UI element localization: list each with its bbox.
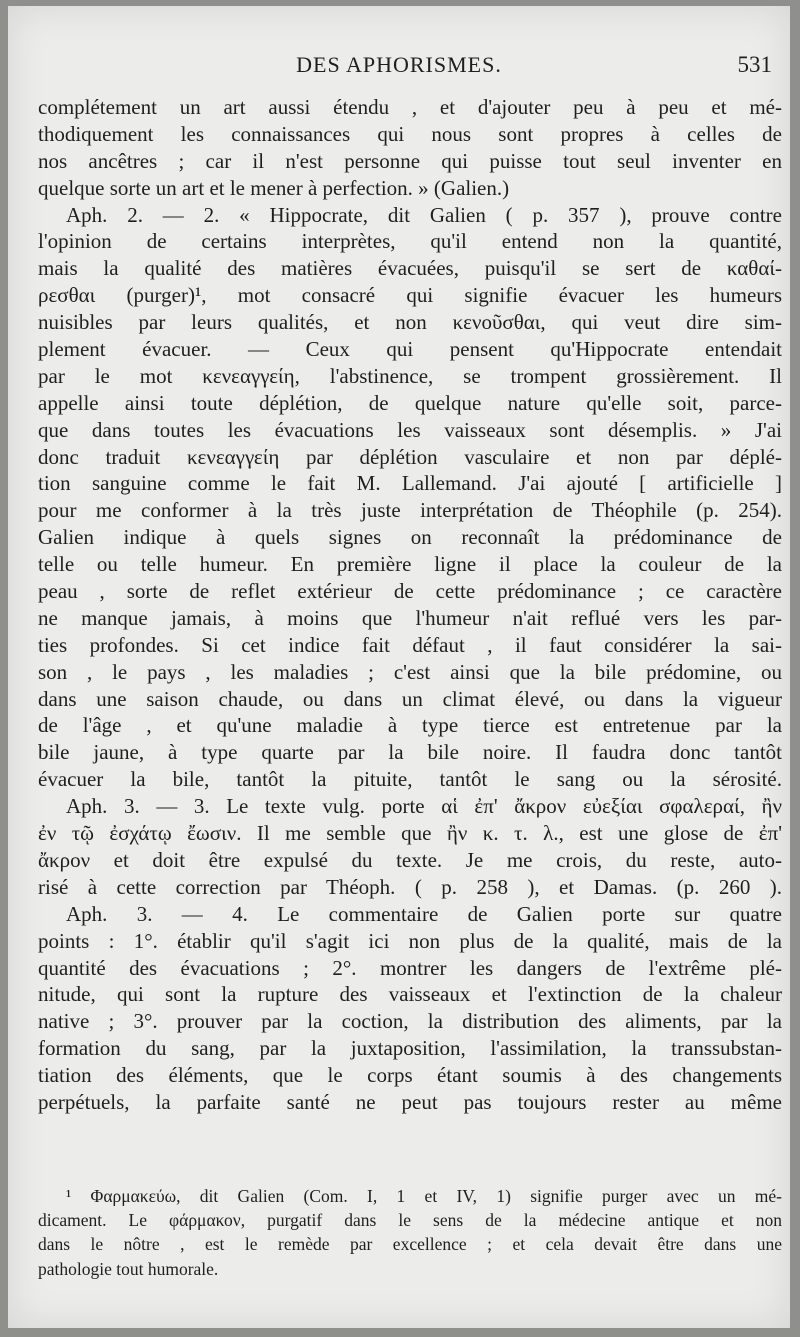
text-line: peau , sorte de reflet extérieur de cette prédominance ; ce caractère [38, 579, 782, 604]
text-line: ἐν τῷ ἐσχάτῳ ἔωσιν. Il me semble que ἢν κ. τ. λ., est une glose de ἐπ' [38, 821, 782, 846]
text-line: son , le pays , les maladies ; c'est ainsi que la bile prédomine, ou [38, 659, 782, 684]
text-line: quantité des évacuations ; 2°. montrer les dangers de l'extrême plé- [38, 955, 782, 980]
footnote-line: pathologie tout humorale. [38, 1258, 219, 1279]
text-line: Aph. 3. — 3. Le texte vulg. porte αἱ ἐπ' ἄκρον εὐεξίαι σφαλεραί, ἢν [66, 794, 782, 819]
text-line: pour me conformer à la très juste interprétation de Théophile (p. 254). [38, 498, 782, 523]
text-line: native ; 3°. prouver par la coction, la distribution des aliments, par la [38, 1009, 782, 1034]
text-line: bile jaune, à type quarte par la bile noire. Il faudra donc tantôt [38, 740, 782, 765]
text-line: appelle ainsi toute déplétion, de quelque nature qu'elle soit, parce- [38, 390, 782, 415]
text-line: par le mot κενεαγγείη, l'abstinence, se trompent grossièrement. Il [38, 363, 782, 388]
footnote-line: dans le nôtre , est le remède par excellence ; et cela devait être dans une [38, 1234, 782, 1255]
text-line: quelque sorte un art et le mener à perfection. » (Galien.) [38, 175, 510, 200]
text-line: Galien indique à quels signes on reconnaît la prédominance de [38, 525, 782, 550]
text-line: mais la qualité des matières évacuées, puisqu'il se sert de καθαί- [38, 256, 782, 281]
footnote-line: dicament. Le φάρμακον, purgatif dans le sens de la médecine antique et non [38, 1210, 782, 1231]
text-line: Aph. 2. — 2. « Hippocrate, dit Galien ( p. 357 ), prouve contre [66, 202, 782, 227]
text-line: nuisibles par leurs qualités, et non κενοῦσθαι, qui veut dire sim- [38, 310, 782, 335]
page-header [8, 52, 790, 82]
text-line: ἄκρον et doit être expulsé du texte. Je me crois, du reste, auto- [38, 847, 782, 872]
text-line: thodiquement les connaissances qui nous sont propres à celles de [38, 121, 782, 146]
text-line: que dans toutes les évacuations les vaisseaux sont désemplis. » J'ai [38, 417, 782, 442]
text-line: telle ou telle humeur. En première ligne il place la couleur de la [38, 552, 782, 577]
text-line: ρεσθαι (purger)¹, mot consacré qui signifie évacuer les humeurs [38, 283, 782, 308]
book-page [8, 6, 790, 1328]
footnote [38, 1184, 782, 1281]
text-line: perpétuels, la parfaite santé ne peut pas toujours rester au même [38, 1089, 782, 1114]
text-line: évacuer la bile, tantôt la pituite, tantôt le sang ou la sérosité. [38, 767, 782, 792]
text-line: complétement un art aussi étendu , et d'ajouter peu à peu et mé- [38, 95, 782, 119]
text-line: l'opinion de certains interprètes, qu'il entend non la quantité, [38, 229, 782, 254]
text-line: plement évacuer. — Ceux qui pensent qu'Hippocrate entendait [38, 337, 782, 362]
text-line: risé à cette correction par Théoph. ( p. 258 ), et Damas. (p. 260 ). [38, 874, 782, 899]
text-line: dans une saison chaude, ou dans un climat élevé, ou dans la vigueur [38, 686, 782, 711]
text-line: Aph. 3. — 4. Le commentaire de Galien porte sur quatre [66, 901, 782, 926]
text-line: tion sanguine comme le fait M. Lallemand. J'ai ajouté [ artificielle ] [38, 471, 782, 496]
text-line: ne manque jamais, à moins que l'humeur n'ait reflué vers les par- [38, 605, 782, 630]
running-title: DES APHORISMES. [296, 52, 502, 77]
text-line: ties profondes. Si cet indice fait défaut , il faut considérer la sai- [38, 632, 782, 657]
text-line: tiation des éléments, que le corps étant soumis à des changements [38, 1063, 782, 1088]
text-line: formation du sang, par la juxtaposition, l'assimilation, la transsubstan- [38, 1036, 782, 1061]
text-line: de l'âge , et qu'une maladie à type tierce est entretenue par la [38, 713, 782, 738]
footnote-line: ¹ Φαρμακεύω, dit Galien (Com. I, 1 et IV, 1) signifie purger avec un mé- [66, 1186, 782, 1206]
text-line: nos ancêtres ; car il n'est personne qui puisse tout seul inventer en [38, 148, 782, 173]
text-line: donc traduit κενεαγγείη par déplétion vasculaire et non par déplé- [38, 444, 782, 469]
page-number: 531 [737, 52, 772, 77]
text-line: points : 1°. établir qu'il s'agit ici non plus de la qualité, mais de la [38, 928, 782, 953]
body-text [38, 94, 782, 1116]
text-line: nitude, qui sont la rupture des vaisseaux et l'extinction de la chaleur [38, 982, 782, 1007]
